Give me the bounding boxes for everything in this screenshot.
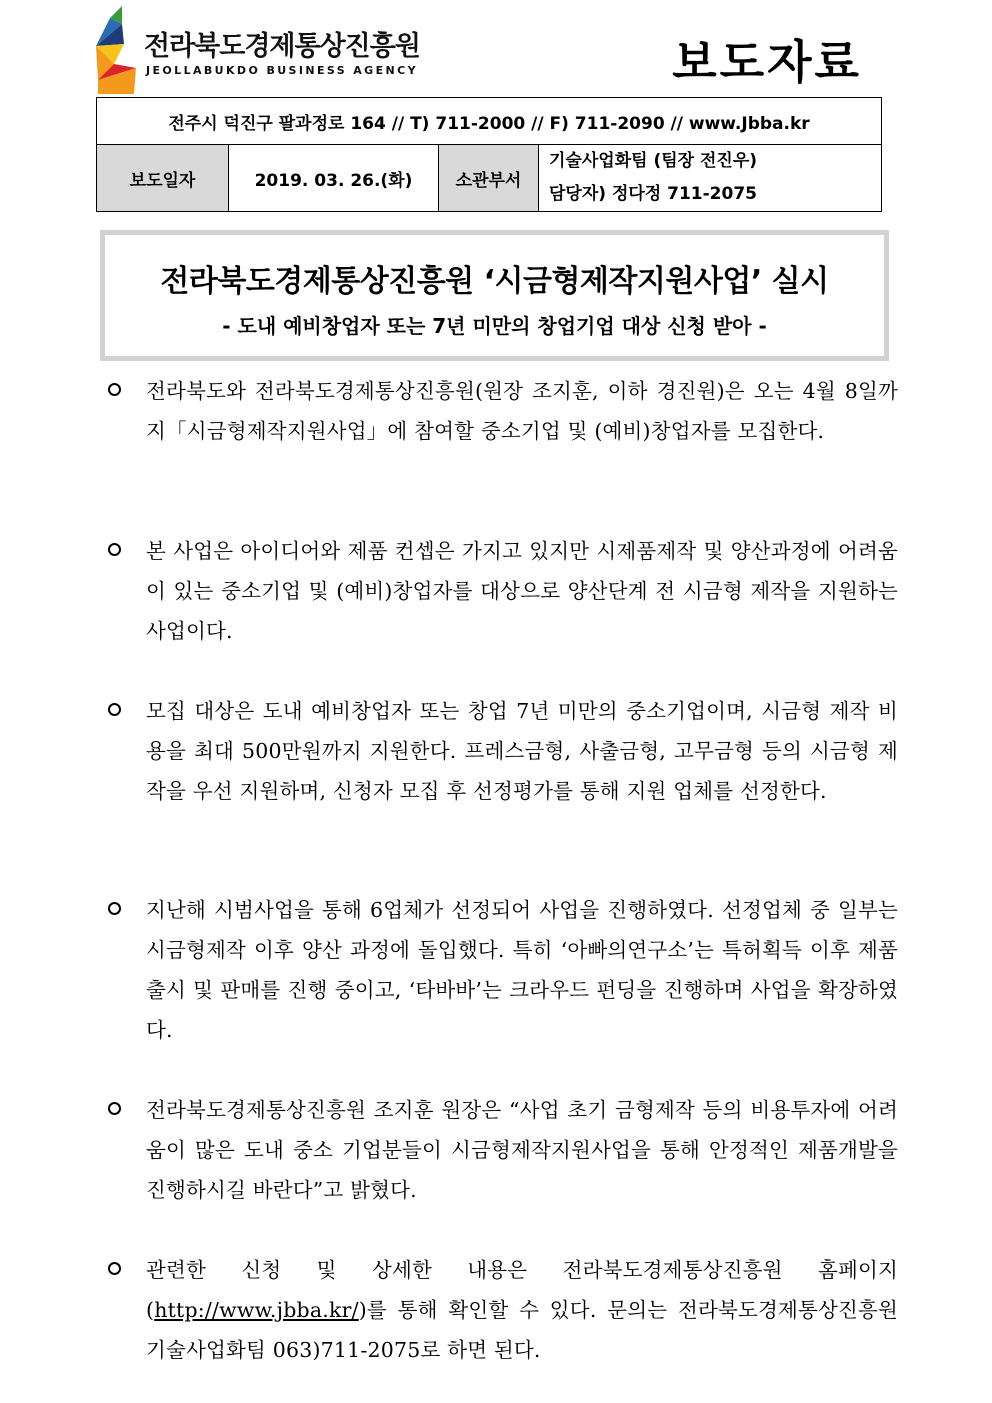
paragraph-text-after-link: )를 통해 확인할 수 있다. 문의는 전라북도경제통상진흥원 기술사업화팀 063)711-2075로 하면 된다.	[146, 1298, 898, 1362]
circle-bullet-icon	[108, 902, 121, 915]
circle-bullet-icon	[108, 1262, 121, 1275]
paragraph-text: 전라북도경제통상진흥원 조지훈 원장은 “사업 초기 금형제작 등의 비용투자에 어려움이 많은 도내 중소 기업분들이 시금형제작지원사업을 통해 안정적인 제품개발을 진행하시길 바란다”고 밝혔다.	[146, 1098, 898, 1202]
circle-bullet-icon	[108, 1102, 121, 1115]
contact-line: 전주시 덕진구 팔과정로 164 // T) 711-2000 // F) 711-2090 // www.Jbba.kr	[97, 98, 882, 145]
press-info-table	[96, 97, 882, 212]
date-value: 2019. 03. 26.(화)	[229, 145, 439, 212]
date-label: 보도일자	[97, 145, 229, 212]
paragraph-text: 모집 대상은 도내 예비창업자 또는 창업 7년 미만의 중소기업이며, 시금형 제작 비용을 최대 500만원까지 지원한다. 프레스금형, 사출금형, 고무금형 등의 시금형 제작을 우선 지원하며, 신청자 모집 후 선정평가를 통해 지원 업체를 선정한다.	[146, 699, 898, 803]
headline-title: 전라북도경제통상진흥원 ‘시금형제작지원사업’ 실시	[160, 264, 829, 299]
headline-box	[100, 230, 889, 361]
jbba-logo-icon	[94, 6, 140, 96]
body-paragraph-1	[108, 371, 898, 451]
paragraph-text-before-link: 관련한 신청 및 상세한 내용은 전라북도경제통상진흥원 홈페이지 (	[146, 1258, 898, 1322]
body-paragraph-3	[108, 691, 898, 811]
org-name-korean: 전라북도경제통상진흥원	[144, 31, 420, 62]
body-paragraph-4	[108, 890, 898, 1050]
paragraph-text: 본 사업은 아이디어와 제품 컨셉은 가지고 있지만 시제품제작 및 양산과정에 어려움이 있는 중소기업 및 (예비)창업자를 대상으로 양산단계 전 시금형 제작을 지원하는 사업이다.	[146, 539, 898, 643]
body-paragraph-6	[108, 1250, 898, 1370]
department-contact: 담당자) 정다정 711-2075	[549, 184, 757, 204]
org-name-english: JEOLLABUKDO BUSINESS AGENCY	[146, 64, 418, 77]
document-type-title: 보도자료	[672, 35, 862, 89]
department-label: 소관부서	[439, 145, 539, 212]
headline-subtitle: - 도내 예비창업자 또는 7년 미만의 창업기업 대상 신청 받아 -	[222, 314, 767, 338]
body-paragraph-5	[108, 1090, 898, 1210]
paragraph-text: 전라북도와 전라북도경제통상진흥원(원장 조지훈, 이하 경진원)은 오는 4월 8일까지「시금형제작지원사업」에 참여할 중소기업 및 (예비)창업자를 모집한다.	[146, 379, 898, 443]
agency-logo	[94, 6, 420, 96]
homepage-link[interactable]: http://www.jbba.kr/	[154, 1298, 359, 1322]
body-paragraph-2	[108, 531, 898, 651]
date-dept-row	[97, 145, 882, 212]
circle-bullet-icon	[108, 383, 121, 396]
contact-row	[97, 98, 882, 145]
circle-bullet-icon	[108, 703, 121, 716]
circle-bullet-icon	[108, 543, 121, 556]
paragraph-text: 지난해 시범사업을 통해 6업체가 선정되어 사업을 진행하였다. 선정업체 중 일부는 시금형제작 이후 양산 과정에 돌입했다. 특히 ‘아빠의연구소’는 특허획득 이후 제품출시 및 판매를 진행 중이고, ‘타바바’는 크라우드 펀딩을 진행하며 사업을 확장하였다.	[146, 898, 898, 1042]
paragraph-text	[146, 1250, 898, 1370]
department-team: 기술사업화팀 (팀장 전진우)	[549, 151, 758, 171]
department-info	[539, 145, 882, 212]
